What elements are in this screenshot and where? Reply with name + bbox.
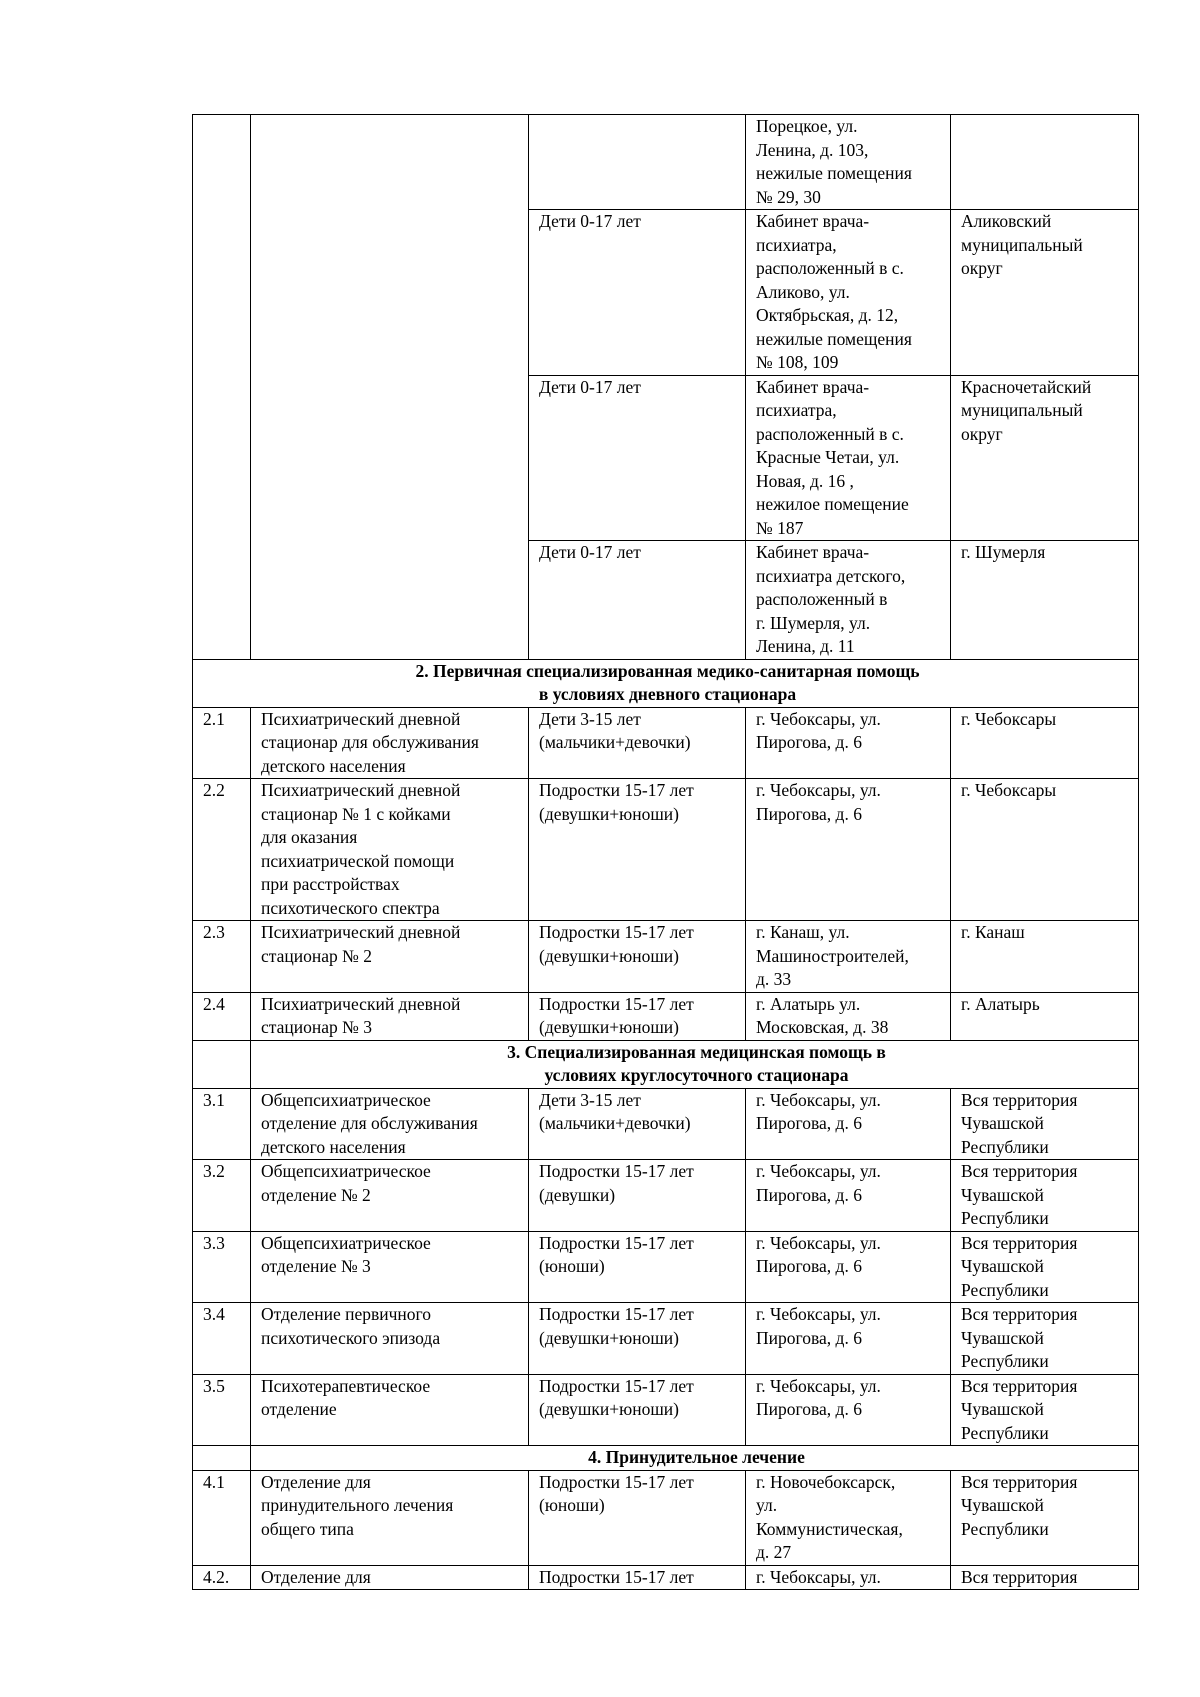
patient-group-cell: Подростки 15-17 лет (юноши)	[529, 1231, 746, 1303]
table-row	[193, 779, 1139, 921]
section-number-blank-cell	[193, 1040, 251, 1088]
table-row	[193, 1303, 1139, 1375]
section-title-line: в условиях дневного стационара	[538, 684, 797, 704]
row-number-cell: 2.2	[193, 779, 251, 921]
row-number-cell: 2.3	[193, 921, 251, 993]
patient-group-cell: Дети 0-17 лет	[529, 375, 746, 541]
table-row	[193, 1374, 1139, 1446]
row-number-cell: 2.1	[193, 707, 251, 779]
territory-cell: Вся территория Чувашской Республики	[951, 1303, 1139, 1375]
patient-group-cell: Подростки 15-17 лет (девушки+юноши)	[529, 779, 746, 921]
address-cell: г. Чебоксары, ул. Пирогова, д. 6	[746, 707, 951, 779]
address-cell: г. Чебоксары, ул.	[746, 1565, 951, 1590]
row-number-cell: 3.4	[193, 1303, 251, 1375]
territory-cell: Вся территория Чувашской Республики	[951, 1088, 1139, 1160]
unit-name-cell: Общепсихиатрическое отделение № 3	[251, 1231, 529, 1303]
section-title	[251, 1446, 1139, 1471]
row-number-cell	[193, 115, 251, 660]
unit-name-cell: Отделение первичного психотического эпизода	[251, 1303, 529, 1375]
address-cell: Кабинет врача- психиатра, расположенный в с. Аликово, ул. Октябрьская, д. 12, нежилые помещения № 108, 109	[746, 210, 951, 376]
row-number-cell: 3.1	[193, 1088, 251, 1160]
row-number-cell: 3.3	[193, 1231, 251, 1303]
territory-cell: г. Шумерля	[951, 541, 1139, 660]
address-cell: Кабинет врача- психиатра детского, расположенный в г. Шумерля, ул. Ленина, д. 11	[746, 541, 951, 660]
territory-cell: г. Чебоксары	[951, 779, 1139, 921]
unit-name-cell: Психиатрический дневной стационар № 3	[251, 992, 529, 1040]
patient-group-cell: Дети 3-15 лет (мальчики+девочки)	[529, 707, 746, 779]
table-row	[193, 1160, 1139, 1232]
territory-cell: г. Чебоксары	[951, 707, 1139, 779]
table-row	[193, 921, 1139, 993]
unit-name-cell	[251, 115, 529, 660]
territory-cell: г. Алатырь	[951, 992, 1139, 1040]
section-title	[193, 659, 1139, 707]
address-cell: г. Чебоксары, ул. Пирогова, д. 6	[746, 1374, 951, 1446]
patient-group-cell	[529, 115, 746, 210]
address-cell: г. Чебоксары, ул. Пирогова, д. 6	[746, 779, 951, 921]
address-cell: г. Канаш, ул. Машиностроителей, д. 33	[746, 921, 951, 993]
table-row	[193, 992, 1139, 1040]
patient-group-cell: Подростки 15-17 лет (девушки+юноши)	[529, 1303, 746, 1375]
address-cell: г. Чебоксары, ул. Пирогова, д. 6	[746, 1303, 951, 1375]
row-number-cell: 4.2.	[193, 1565, 251, 1590]
table-row	[193, 1231, 1139, 1303]
address-cell: Порецкое, ул. Ленина, д. 103, нежилые помещения № 29, 30	[746, 115, 951, 210]
section-title-line: 2. Первичная специализированная медико-санитарная помощь	[415, 660, 920, 681]
territory-cell: г. Канаш	[951, 921, 1139, 993]
row-number-cell: 3.2	[193, 1160, 251, 1232]
address-cell: г. Чебоксары, ул. Пирогова, д. 6	[746, 1231, 951, 1303]
services-table	[192, 114, 1139, 1590]
patient-group-cell: Подростки 15-17 лет	[529, 1565, 746, 1590]
unit-name-cell: Общепсихиатрическое отделение № 2	[251, 1160, 529, 1232]
row-number-cell: 4.1	[193, 1470, 251, 1565]
address-cell: г. Чебоксары, ул. Пирогова, д. 6	[746, 1160, 951, 1232]
patient-group-cell: Дети 0-17 лет	[529, 541, 746, 660]
unit-name-cell: Психиатрический дневной стационар № 1 с койками для оказания психиатрической помощи при расстройствах психотического спектра	[251, 779, 529, 921]
section-number-blank-cell	[193, 1446, 251, 1471]
table-body	[193, 115, 1139, 1590]
table-row	[193, 1565, 1139, 1590]
row-number-cell: 2.4	[193, 992, 251, 1040]
territory-cell: Вся территория Чувашской Республики	[951, 1470, 1139, 1565]
section-header-row	[193, 659, 1139, 707]
section-title-line: условиях круглосуточного стационара	[544, 1065, 849, 1085]
section-header-row	[193, 1040, 1139, 1088]
territory-cell: Аликовский муниципальный округ	[951, 210, 1139, 376]
table-row	[193, 1088, 1139, 1160]
table-row	[193, 1470, 1139, 1565]
table-row	[193, 115, 1139, 210]
address-cell: г. Чебоксары, ул. Пирогова, д. 6	[746, 1088, 951, 1160]
unit-name-cell: Психотерапевтическое отделение	[251, 1374, 529, 1446]
patient-group-cell: Подростки 15-17 лет (девушки)	[529, 1160, 746, 1232]
patient-group-cell: Дети 0-17 лет	[529, 210, 746, 376]
patient-group-cell: Подростки 15-17 лет (девушки+юноши)	[529, 992, 746, 1040]
unit-name-cell: Психиатрический дневной стационар № 2	[251, 921, 529, 993]
patient-group-cell: Дети 3-15 лет (мальчики+девочки)	[529, 1088, 746, 1160]
territory-cell: Вся территория Чувашской Республики	[951, 1374, 1139, 1446]
territory-cell: Красночетайский муниципальный округ	[951, 375, 1139, 541]
address-cell: Кабинет врача- психиатра, расположенный в с. Красные Четаи, ул. Новая, д. 16 , нежилое помещение № 187	[746, 375, 951, 541]
patient-group-cell: Подростки 15-17 лет (девушки+юноши)	[529, 1374, 746, 1446]
unit-name-cell: Психиатрический дневной стационар для обслуживания детского населения	[251, 707, 529, 779]
address-cell: г. Новочебоксарск, ул. Коммунистическая, д. 27	[746, 1470, 951, 1565]
patient-group-cell: Подростки 15-17 лет (девушки+юноши)	[529, 921, 746, 993]
territory-cell: Вся территория Чувашской Республики	[951, 1231, 1139, 1303]
section-title-line: 3. Специализированная медицинская помощь в	[507, 1041, 886, 1062]
unit-name-cell: Общепсихиатрическое отделение для обслуживания детского населения	[251, 1088, 529, 1160]
section-title-line: 4. Принудительное лечение	[588, 1447, 805, 1467]
territory-cell	[951, 115, 1139, 210]
section-header-row	[193, 1446, 1139, 1471]
unit-name-cell: Отделение для принудительного лечения общего типа	[251, 1470, 529, 1565]
patient-group-cell: Подростки 15-17 лет (юноши)	[529, 1470, 746, 1565]
unit-name-cell: Отделение для	[251, 1565, 529, 1590]
territory-cell: Вся территория	[951, 1565, 1139, 1590]
row-number-cell: 3.5	[193, 1374, 251, 1446]
address-cell: г. Алатырь ул. Московская, д. 38	[746, 992, 951, 1040]
table-row	[193, 707, 1139, 779]
territory-cell: Вся территория Чувашской Республики	[951, 1160, 1139, 1232]
section-title	[251, 1040, 1139, 1088]
